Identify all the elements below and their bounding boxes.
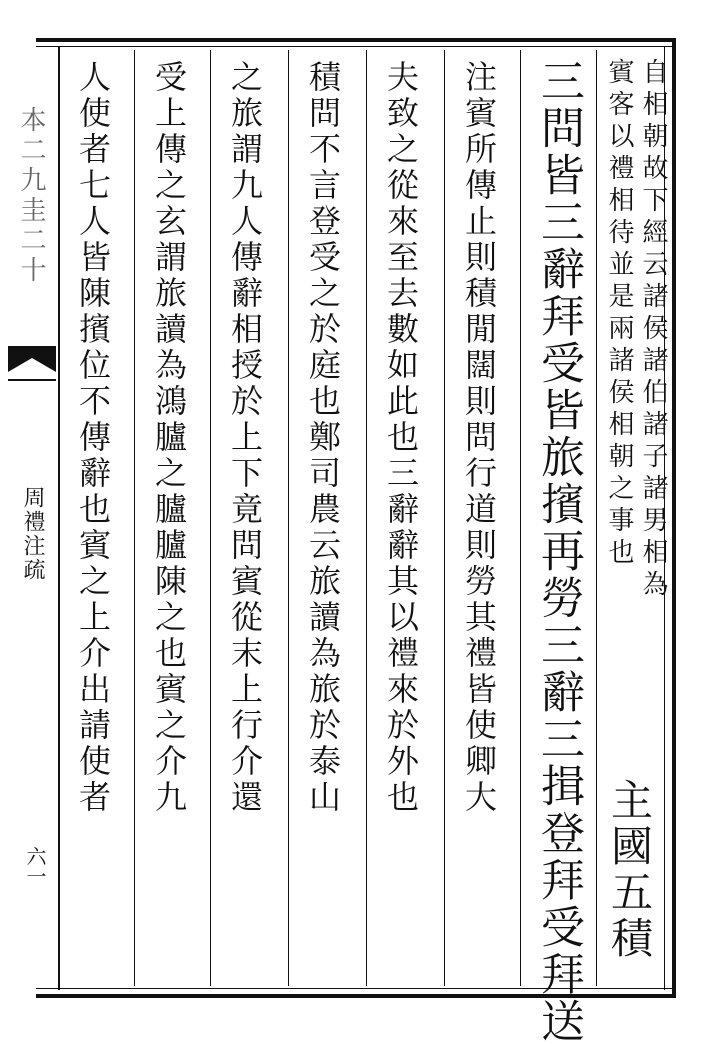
column-2 — [524, 50, 596, 1045]
column-rule — [210, 50, 211, 986]
column-8 — [62, 50, 134, 986]
commentary-text: 積問不言登受之於庭也鄭司農云旅讀為旅於泰山 — [304, 60, 342, 816]
frame-right-border — [672, 38, 676, 998]
column-7 — [136, 50, 210, 986]
frame-top-inner-border — [36, 46, 676, 47]
column-rule — [134, 50, 135, 986]
commentary-text: 之旅謂九人傳辭相授於上下竟問賓從末上行介還 — [226, 60, 264, 816]
text-columns — [62, 50, 668, 1045]
column-6 — [212, 50, 288, 986]
column-rule — [444, 50, 445, 986]
commentary-text: 受上傳之玄謂旅讀為鴻臚之臚臚陳之也賓之介九 — [150, 60, 188, 816]
column-3 — [446, 50, 520, 986]
annotation-line-left: 賓客以禮相待並是兩諸侯相朝之事也 — [604, 58, 634, 570]
main-text-tail: 主國五積 — [605, 778, 654, 962]
annotation-pair — [604, 58, 668, 658]
main-text: 三問皆三辭拜受皆旅擯再勞三辭三揖登拜受拜送 — [533, 58, 584, 1045]
column-rule — [288, 50, 289, 986]
annotation-line-right: 自相朝故下經云諸侯諸伯諸子諸男相為 — [638, 58, 668, 602]
column-4 — [368, 50, 444, 986]
column-rule — [520, 50, 521, 986]
page-number: 六一 — [23, 846, 47, 886]
page-margin-strip — [0, 46, 58, 990]
frame-top-border — [36, 38, 676, 42]
commentary-text: 人使者七人皆陳擯位不傳辭也賓之上介出請使者 — [74, 60, 112, 816]
fish-tail-icon — [8, 346, 56, 386]
margin-divider — [58, 46, 60, 990]
margin-top-text: 本二九圭二十 — [16, 106, 46, 286]
book-title: 周禮注疏 — [20, 486, 45, 582]
column-5 — [290, 50, 366, 986]
column-1 — [598, 50, 668, 986]
commentary-text: 注賓所傳止則積閒闊則問行道則勞其禮皆使卿大 — [460, 60, 498, 816]
commentary-text: 夫致之從來至去數如此也三辭辭其以禮來於外也 — [382, 60, 420, 816]
column-rule — [366, 50, 367, 986]
column-rule — [596, 50, 597, 986]
